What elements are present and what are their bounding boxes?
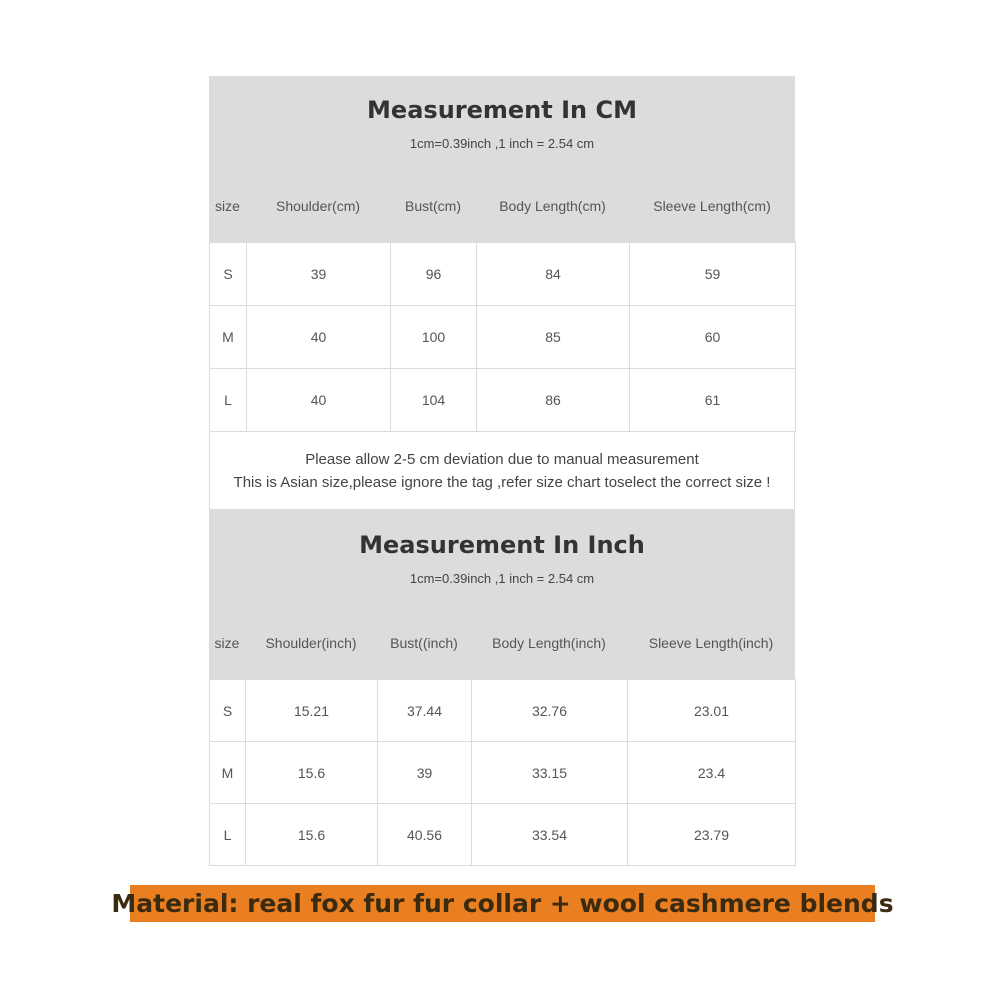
inch-chart-header: [209, 509, 795, 679]
sleeve-length-cell: 61: [630, 369, 796, 432]
column-header-size: size: [215, 198, 240, 214]
table-row: [210, 804, 796, 866]
inch-conversion-note: 1cm=0.39inch ,1 inch = 2.54 cm: [409, 571, 595, 586]
body-length-cell: 33.15: [472, 742, 628, 804]
column-header-sleeve-length: Sleeve Length(inch): [648, 635, 774, 651]
column-header-body-length: Body Length(cm): [499, 198, 606, 214]
table-row: [210, 742, 796, 804]
bust-cell: 96: [391, 243, 477, 306]
shoulder-cell: 40: [247, 369, 391, 432]
size-cell: M: [210, 306, 247, 369]
table-row: [210, 369, 796, 432]
material-banner: Material: real fox fur fur collar + wool cashmere blends: [130, 885, 875, 922]
column-header-bust: Bust(cm): [405, 198, 461, 214]
size-cell: M: [210, 742, 246, 804]
shoulder-cell: 15.6: [246, 742, 378, 804]
column-header-bust: Bust((inch): [390, 635, 458, 651]
cm-size-chart: [209, 76, 795, 510]
shoulder-cell: 15.6: [246, 804, 378, 866]
shoulder-cell: 15.21: [246, 680, 378, 742]
measurement-note: [209, 432, 795, 510]
body-length-cell: 32.76: [472, 680, 628, 742]
column-header-shoulder: Shoulder(inch): [265, 635, 357, 651]
cm-size-table: [209, 242, 796, 432]
cm-chart-title: Measurement In CM: [367, 96, 637, 124]
bust-cell: 37.44: [378, 680, 472, 742]
asian-size-note: This is Asian size,please ignore the tag ,refer size chart toselect the correct size !: [233, 473, 771, 491]
column-header-shoulder: Shoulder(cm): [275, 198, 361, 214]
bust-cell: 100: [391, 306, 477, 369]
shoulder-cell: 39: [247, 243, 391, 306]
column-header-sleeve-length: Sleeve Length(cm): [653, 198, 771, 214]
sleeve-length-cell: 60: [630, 306, 796, 369]
table-row: [210, 680, 796, 742]
cm-chart-header: [209, 76, 795, 242]
inch-chart-title: Measurement In Inch: [359, 531, 645, 559]
sleeve-length-cell: 23.4: [628, 742, 796, 804]
shoulder-cell: 40: [247, 306, 391, 369]
size-cell: S: [210, 243, 247, 306]
body-length-cell: 86: [477, 369, 630, 432]
size-cell: S: [210, 680, 246, 742]
column-header-size: size: [214, 635, 240, 651]
size-cell: L: [210, 369, 247, 432]
table-row: [210, 306, 796, 369]
inch-size-chart: [209, 509, 795, 866]
table-row: [210, 243, 796, 306]
bust-cell: 39: [378, 742, 472, 804]
sleeve-length-cell: 59: [630, 243, 796, 306]
sleeve-length-cell: 23.01: [628, 680, 796, 742]
body-length-cell: 85: [477, 306, 630, 369]
inch-size-table: [209, 679, 796, 866]
deviation-note: Please allow 2-5 cm deviation due to manual measurement: [305, 450, 699, 468]
sleeve-length-cell: 23.79: [628, 804, 796, 866]
cm-conversion-note: 1cm=0.39inch ,1 inch = 2.54 cm: [409, 136, 595, 151]
inch-column-headers: [209, 635, 795, 651]
size-cell: L: [210, 804, 246, 866]
body-length-cell: 33.54: [472, 804, 628, 866]
column-header-body-length: Body Length(inch): [492, 635, 606, 651]
bust-cell: 104: [391, 369, 477, 432]
bust-cell: 40.56: [378, 804, 472, 866]
cm-column-headers: [209, 198, 795, 214]
body-length-cell: 84: [477, 243, 630, 306]
